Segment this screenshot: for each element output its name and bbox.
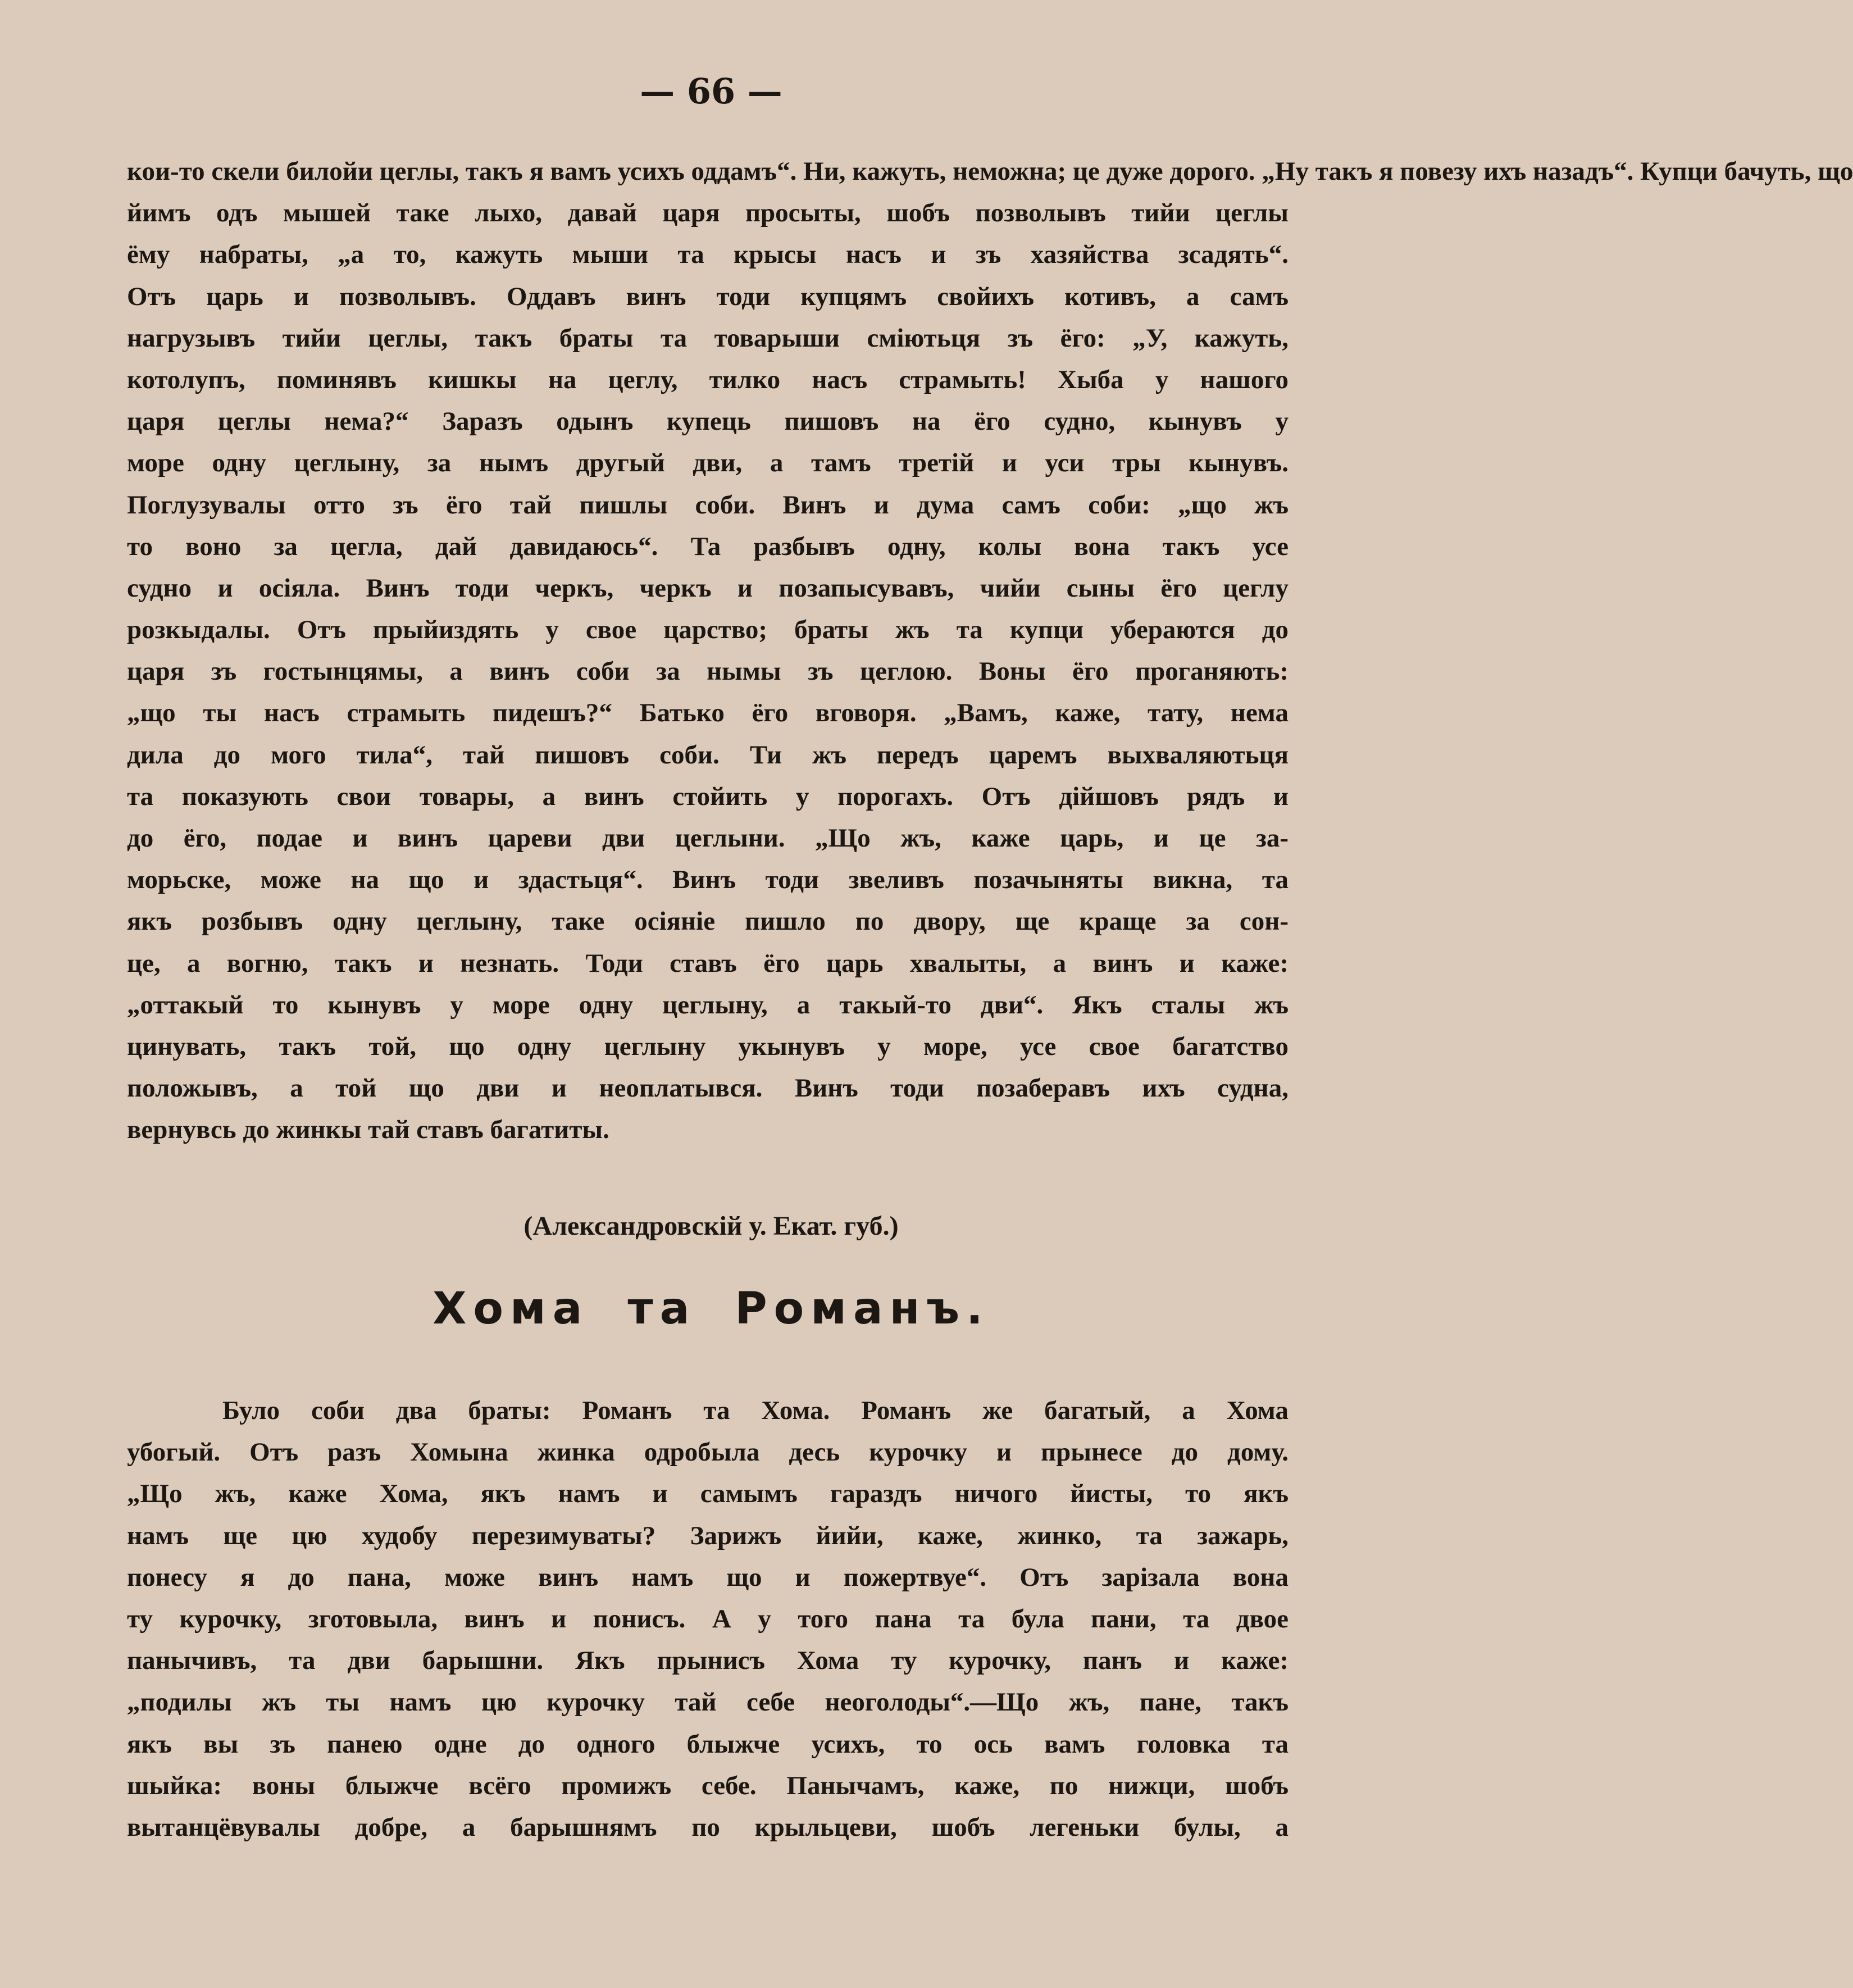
text-line: морьске, може на що и здастьця“. Винъ тоди звеливъ позачыняты викна, та <box>127 865 1289 895</box>
text-line: Було соби два браты: Романъ та Хома. Романъ же багатый, а Хома <box>222 1396 1289 1425</box>
text-line: вернувсь до жинкы тай ставъ багатиты. <box>127 1115 609 1145</box>
text-line: шыйка: воны блыжче всёго промижъ себе. Панычамъ, каже, по нижци, шобъ <box>127 1771 1289 1800</box>
text-line: вытанцёвувалы добре, а барышнямъ по крыльцеви, шобъ легеньки булы, а <box>127 1812 1289 1842</box>
text-line: намъ ще цю худобу перезимуваты? Зарижъ йийи, каже, жинко, та зажарь, <box>127 1521 1289 1550</box>
text-line: море одну цеглыну, за нымъ другый дви, а тамъ третій и уси тры кынувъ. <box>127 448 1289 478</box>
text-line: цинувать, такъ той, що одну цеглыну укынувъ у море, усе свое багатство <box>127 1031 1289 1061</box>
text-line: та показують свои товары, а винъ стойить у порогахъ. Отъ дійшовъ рядъ и <box>127 781 1289 811</box>
story-body-paragraph <box>127 151 1853 1151</box>
text-line: ёму набраты, „а то, кажуть мыши та крысы насъ и зъ хазяйства зсадять“. <box>127 240 1289 270</box>
text-line: царя зъ гостынцямы, а винъ соби за нымы зъ цеглою. Воны ёго проганяють: <box>127 657 1289 686</box>
text-line: положывъ, а той що дви и неоплатывся. Винъ тоди позаберавъ ихъ судна, <box>127 1073 1289 1103</box>
text-line: якъ розбывъ одну цеглыну, таке осіяніе пишло по двору, ще краще за сон- <box>127 907 1289 936</box>
story-source-note: (Александровскій у. Екат. губ.) <box>523 1211 899 1241</box>
story-title: Хома та Романъ. <box>432 1284 990 1334</box>
text-line: Отъ царь и позволывъ. Оддавъ винъ тоди купцямъ свойихъ котивъ, а самъ <box>127 281 1289 311</box>
text-line: це, а вогню, такъ и незнать. Тоди ставъ ёго царь хвалыты, а винъ и каже: <box>127 948 1289 978</box>
page-number: — 66 — <box>640 71 782 112</box>
text-line: котолупъ, поминявъ кишкы на цеглу, тилко насъ страмыть! Хыба у нашого <box>127 365 1289 394</box>
text-line: панычивъ, та дви барышни. Якъ прынисъ Хома ту курочку, панъ и каже: <box>127 1646 1289 1676</box>
text-line: Поглузувалы отто зъ ёго тай пишлы соби. Винъ и думa самъ соби: „що жъ <box>127 490 1289 520</box>
text-line: царя цеглы нема?“ Заразъ одынъ купець пишовъ на ёго судно, кынувъ у <box>127 407 1289 436</box>
text-line: якъ вы зъ панею одне до одного блыжче усихъ, то ось вамъ головка та <box>127 1729 1289 1759</box>
text-line: нагрузывъ тийи цеглы, такъ браты та товарыши сміютьця зъ ёго: „У, кажуть, <box>127 323 1289 353</box>
text-line: до ёго, подае и винъ цареви дви цеглыни. „Що жъ, каже царь, и це за- <box>127 824 1289 853</box>
text-line: понесу я до пана, може винъ намъ що и пожертвуе“. Отъ зарізала вона <box>127 1562 1289 1592</box>
text-line: розкыдалы. Отъ прыйиздять у свое царство; браты жъ та купци убераются до <box>127 615 1289 645</box>
text-line: убогый. Отъ разъ Хомына жинка одробыла десь курочку и прынесе до дому. <box>127 1437 1289 1467</box>
text-line: „Що жъ, каже Хома, якъ намъ и самымъ гараздъ ничого йисты, то якъ <box>127 1479 1289 1509</box>
text-line: „подилы жъ ты намъ цю курочку тай себе неоголоды“.—Що жъ, пане, такъ <box>127 1687 1289 1717</box>
text-line: „оттакый то кынувъ у море одну цеглыну, а такый-то дви“. Якъ сталы жъ <box>127 990 1289 1020</box>
story-body-paragraph <box>127 1390 1289 1848</box>
text-line: дила до мого тила“, тай пишовъ соби. Ти жъ передъ царемъ выхваляютьця <box>127 740 1289 770</box>
text-line: йимъ одъ мышей таке лыхо, давай царя просыты, шобъ позволывъ тийи цеглы <box>127 198 1289 228</box>
text-line: ту курочку, зготовыла, винъ и понисъ. А у того пана та була пани, та двое <box>127 1604 1289 1634</box>
text-line: „що ты насъ страмыть пидешъ?“ Батько ёго вговоря. „Вамъ, каже, тату, нема <box>127 698 1289 728</box>
text-line: судно и осіяла. Винъ тоди черкъ, черкъ и позапысувавъ, чийи сыны ёго цеглу <box>127 573 1289 603</box>
text-line: то воно за цегла, дай давидаюсь“. Та разбывъ одну, колы вона такъ усе <box>127 531 1289 561</box>
text-line: кои-то скели билойи цеглы, такъ я вамъ усихъ оддамъ“. Ни, кажуть, неможна; це дуже дорого. „Ну такъ я повезу ихъ назадъ“. Купци бачуть, що <box>127 157 1853 186</box>
